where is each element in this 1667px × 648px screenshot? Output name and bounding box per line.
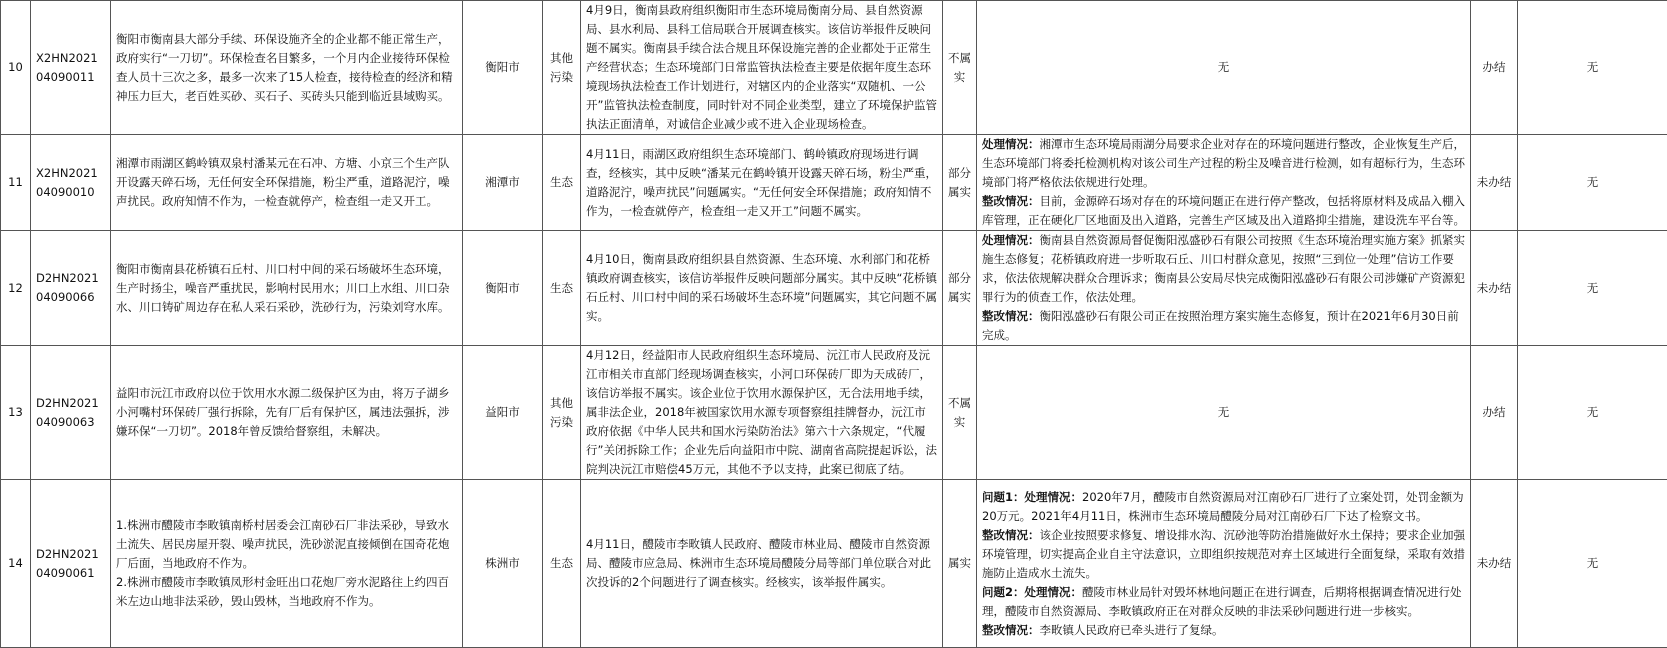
investigation-text: 4月12日，经益阳市人民政府组织生态环境局、沅江市人民政府及沅江市相关市直部门经现场调查核实，小河口环保砖厂即为天成砖厂，该信访举报不属实。该企业位于饮用水源保护区，无合法用地手续，属非法企业，2018年被国家饮用水源专项督察组挂牌督办，沅江市政府依据《中华人民共和国水污染防治法》第六十六条规定，“代履行”关闭拆除工作；企业先后向益阳市中院、湖南省高院提起诉讼，法院判决沅江市赔偿45万元，其他不予以支持，此案已彻底了结。: [581, 346, 943, 480]
pollution-type: 生态: [543, 480, 581, 648]
handling-paragraph: [982, 526, 1465, 583]
handling-paragraph: [982, 488, 1465, 526]
handling-label: 问题1：处理情况：: [982, 490, 1082, 504]
complaint-text: [111, 1, 463, 135]
accountability: 无: [1518, 480, 1667, 648]
investigation-text: 4月10日，衡南县政府组织县自然资源、生态环境、水利部门和花桥镇政府调查核实，该信访举报件反映问题部分属实。其中反映“花桥镇石丘村、川口村中间的采石场破坏生态环境”问题属实，其它问题不属实。: [581, 231, 943, 346]
handling-body: 目前，金源碎石场对存在的环境问题正在进行停产整改，包括将原材料及成品入棚入库管理，正在硬化厂区地面及出入道路，完善生产区域及出入道路抑尘措施，建设洗车平台等。: [982, 194, 1465, 227]
handling-paragraph: [982, 135, 1465, 192]
complaint-paragraph: 2.株洲市醴陵市李畋镇凤形村金旺出口花炮厂旁水泥路往上约四百米左边山地非法采砂，毁山毁林，当地政府不作为。: [116, 573, 457, 611]
handling-label: 整改情况：: [982, 623, 1040, 637]
table-row: [1, 346, 1667, 480]
pollution-type: 其他污染: [543, 346, 581, 480]
complaint-paragraph: 衡阳市衡南县大部分手续、环保设施齐全的企业都不能正常生产，政府实行“一刀切”。环保检查名目繁多，一个月内企业接待环保检查人员十三次之多，最多一次来了15人检查，接待检查的经济和精神压力巨大，老百姓买砂、买石子、买砖头只能到临近县域购买。: [116, 30, 457, 106]
handling-text: 无: [977, 1, 1471, 135]
city: 衡阳市: [463, 231, 543, 346]
handling-text: [977, 135, 1471, 231]
status: 未办结: [1471, 480, 1518, 648]
city: 湘潭市: [463, 135, 543, 231]
verdict: 不属实: [943, 346, 977, 480]
case-code: X2HN202104090010: [31, 135, 111, 231]
verdict: 不属实: [943, 1, 977, 135]
city: 衡阳市: [463, 1, 543, 135]
handling-paragraph: [982, 583, 1465, 621]
accountability: 无: [1518, 135, 1667, 231]
handling-body: 李畋镇人民政府已牵头进行了复绿。: [1040, 623, 1224, 637]
table-row: [1, 135, 1667, 231]
city: 益阳市: [463, 346, 543, 480]
city: 株洲市: [463, 480, 543, 648]
status: 未办结: [1471, 135, 1518, 231]
handling-label: 处理情况：: [982, 233, 1040, 247]
handling-label: 整改情况：: [982, 194, 1040, 208]
handling-text: [977, 480, 1471, 648]
complaint-paragraph: 湘潭市雨湖区鹤岭镇双泉村潘某元在石冲、方塘、小京三个生产队开设露天碎石场，无任何安全环保措施，粉尘严重，道路泥泞，噪声扰民。政府知情不作为，一检查就停产，检查组一走又开工。: [116, 154, 457, 211]
verdict: 部分属实: [943, 231, 977, 346]
handling-text: 无: [977, 346, 1471, 480]
handling-body: 衡阳泓盛砂石有限公司正在按照治理方案实施生态修复，预计在2021年6月30日前完成。: [982, 309, 1459, 342]
row-index: 12: [1, 231, 31, 346]
complaint-paragraph: 益阳市沅江市政府以位于饮用水水源二级保护区为由，将万子湖乡小河嘴村环保砖厂强行拆除，先有厂后有保护区，属违法强拆，涉嫌环保“一刀切”。2018年曾反馈给督察组，未解决。: [116, 384, 457, 441]
table-row: [1, 1, 1667, 135]
complaint-text: [111, 346, 463, 480]
complaint-paragraph: 1.株洲市醴陵市李畋镇南桥村居委会江南砂石厂非法采砂，导致水土流失、居民房屋开裂、噪声扰民，洗砂淤泥直接倾倒在国奇花炮厂后面，当地政府不作为。: [116, 516, 457, 573]
case-code: D2HN202104090066: [31, 231, 111, 346]
pollution-type: 生态: [543, 135, 581, 231]
pollution-type: 生态: [543, 231, 581, 346]
case-code: D2HN202104090061: [31, 480, 111, 648]
row-index: 14: [1, 480, 31, 648]
verdict: 属实: [943, 480, 977, 648]
accountability: 无: [1518, 346, 1667, 480]
investigation-text: 4月9日，衡南县政府组织衡阳市生态环境局衡南分局、县自然资源局、县水利局、县科工信局联合开展调查核实。该信访举报件反映问题不属实。衡南县手续合法合规且环保设施完善的企业都处于正常生产经营状态；生态环境部门日常监管执法检查主要是依据年度生态环境现场执法检查工作计划进行，对辖区内的企业落实“双随机、一公开”监管执法检查制度，同时针对不同企业类型，建立了环境保护监管执法正面清单，对诚信企业减少或不进入企业现场检查。: [581, 1, 943, 135]
complaint-text: [111, 480, 463, 648]
complaint-text: [111, 135, 463, 231]
table-row: [1, 480, 1667, 648]
investigation-text: 4月11日，醴陵市李畋镇人民政府、醴陵市林业局、醴陵市自然资源局、醴陵市应急局、株洲市生态环境局醴陵分局等部门单位联合对此次投诉的2个问题进行了调查核实。经核实，该举报件属实。: [581, 480, 943, 648]
verdict: 部分属实: [943, 135, 977, 231]
handling-body: 2020年7月，醴陵市自然资源局对江南砂石厂进行了立案处罚，处罚金额为20万元。2021年4月11日，株洲市生态环境局醴陵分局对江南砂石厂下达了检察文书。: [982, 490, 1464, 523]
status: 办结: [1471, 1, 1518, 135]
row-index: 10: [1, 1, 31, 135]
handling-paragraph: [982, 307, 1465, 345]
table-row: [1, 231, 1667, 346]
case-code: X2HN202104090011: [31, 1, 111, 135]
handling-body: 该企业按照要求修复、增设排水沟、沉砂池等防治措施做好水土保持；要求企业加强环境管理，切实提高企业自主守法意识，立即组织按规范对弃土区域进行全面复绿，采取有效措施防止造成水土流失。: [982, 528, 1465, 580]
handling-body: 醴陵市林业局针对毁坏林地问题正在进行调查，后期将根据调查情况进行处理，醴陵市自然资源局、李畋镇政府正在对群众反映的非法采砂问题进行进一步核实。: [982, 585, 1462, 618]
complaint-paragraph: 衡阳市衡南县花桥镇石丘村、川口村中间的采石场破坏生态环境，生产时扬尘，噪音严重扰民，影响村民用水；川口上水组、川口杂水、川口铸矿周边存在私人采石采砂，洗砂行为，污染刘穹水库。: [116, 260, 457, 317]
complaint-text: [111, 231, 463, 346]
handling-label: 问题2：处理情况：: [982, 585, 1082, 599]
investigation-text: 4月11日，雨湖区政府组织生态环境部门、鹤岭镇政府现场进行调查，经核实，其中反映“潘某元在鹤岭镇开设露天碎石场，粉尘严重，道路泥泞，噪声扰民”问题属实。“无任何安全环保措施；政府知情不作为，一检查就停产，检查组一走又开工”问题不属实。: [581, 135, 943, 231]
handling-label: 处理情况：: [982, 137, 1040, 151]
accountability: 无: [1518, 1, 1667, 135]
pollution-type: 其他污染: [543, 1, 581, 135]
handling-body: 湘潭市生态环境局雨湖分局要求企业对存在的环境问题进行整改，企业恢复生产后，生态环境部门将委托检测机构对该公司生产过程的粉尘及噪音进行检测，如有超标行为，生态环境部门将严格依法依规进行处理。: [982, 137, 1465, 189]
handling-paragraph: [982, 621, 1465, 640]
handling-label: 整改情况：: [982, 528, 1040, 542]
handling-paragraph: [982, 192, 1465, 230]
handling-paragraph: [982, 231, 1465, 307]
handling-label: 整改情况：: [982, 309, 1040, 323]
handling-body: 衡南县自然资源局督促衡阳泓盛砂石有限公司按照《生态环境治理实施方案》抓紧实施生态修复；花桥镇政府进一步听取石丘、川口村群众意见，按照“三到位一处理”信访工作要求，依法依规解决群众合理诉求；衡南县公安局尽快完成衡阳泓盛砂石有限公司涉嫌矿产资源犯罪行为的侦查工作，依法处理。: [982, 233, 1465, 304]
status: 未办结: [1471, 231, 1518, 346]
row-index: 13: [1, 346, 31, 480]
status: 办结: [1471, 346, 1518, 480]
row-index: 11: [1, 135, 31, 231]
accountability: 无: [1518, 231, 1667, 346]
case-code: D2HN202104090063: [31, 346, 111, 480]
handling-text: [977, 231, 1471, 346]
